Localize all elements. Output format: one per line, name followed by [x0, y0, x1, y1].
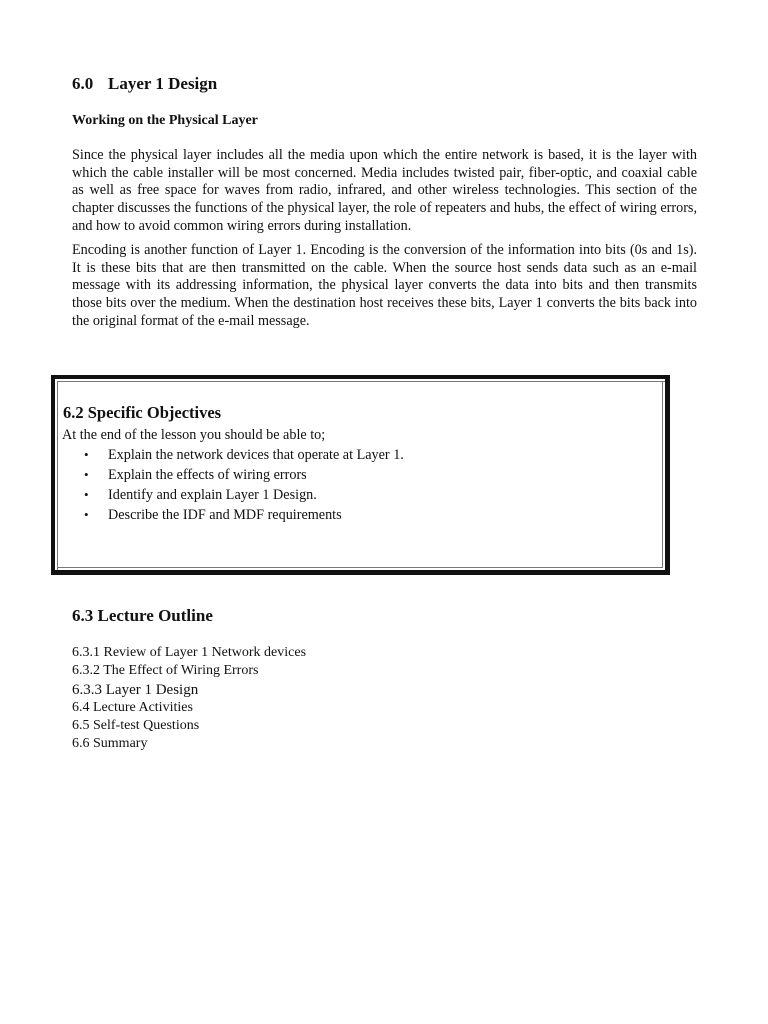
objective-text: Identify and explain Layer 1 Design. — [108, 487, 317, 503]
objectives-intro: At the end of the lesson you should be able to; — [62, 427, 326, 443]
objective-text: Explain the network devices that operate at Layer 1. — [108, 447, 404, 463]
objectives-title: 6.2 Specific Objectives — [63, 403, 222, 422]
bullet-icon: • — [84, 487, 89, 502]
paragraph-encoding: Encoding is another function of Layer 1. Encoding is the conversion of the information into bits (0s and 1s). It is these bits that are then transmitted on the cable. When the source host sends data such as an e-mail message with its addressing information, the physical layer converts the data into bits and then transmits those bits over the medium. When the destination host receives these bits, Layer 1 converts the bits back into the original format of the e-mail message. — [72, 242, 697, 329]
outline-list — [72, 644, 306, 754]
objectives-list — [81, 445, 404, 525]
paragraph-physical-layer: Since the physical layer includes all the media upon which the entire network is based, it is the layer with which the cable installer will be most concerned. Media includes twisted pair, fiber-optic, and coaxial cable as well as free space for waves from radio, infrared, and other wireless technologies. This section of the chapter discusses the functions of the physical layer, the role of repeaters and hubs, the effect of wiring errors, and how to avoid common wiring errors during installation. — [72, 147, 697, 234]
objective-text: Explain the effects of wiring errors — [108, 467, 307, 483]
bullet-icon: • — [84, 447, 89, 462]
section-title: Layer 1 Design — [108, 74, 218, 93]
outline-item: 6.3.2 The Effect of Wiring Errors — [72, 663, 259, 679]
outline-item: 6.6 Summary — [72, 736, 148, 752]
objective-item — [81, 485, 404, 505]
objective-item — [81, 465, 404, 485]
bullet-icon: • — [84, 507, 89, 522]
outline-item: 6.4 Lecture Activities — [72, 699, 193, 715]
outline-title: 6.3 Lecture Outline — [72, 606, 213, 625]
objective-item — [81, 505, 404, 525]
objective-item — [81, 445, 404, 465]
section-subtitle: Working on the Physical Layer — [72, 113, 258, 128]
bullet-icon: • — [84, 467, 89, 482]
outline-item: 6.5 Self-test Questions — [72, 718, 200, 734]
outline-item: 6.3.1 Review of Layer 1 Network devices — [72, 645, 307, 660]
outline-item: 6.3.3 Layer 1 Design — [72, 681, 199, 698]
section-number: 6.0 — [72, 74, 94, 93]
objectives-box — [51, 375, 670, 575]
section-heading — [72, 74, 217, 94]
objective-text: Describe the IDF and MDF requirements — [108, 507, 342, 523]
